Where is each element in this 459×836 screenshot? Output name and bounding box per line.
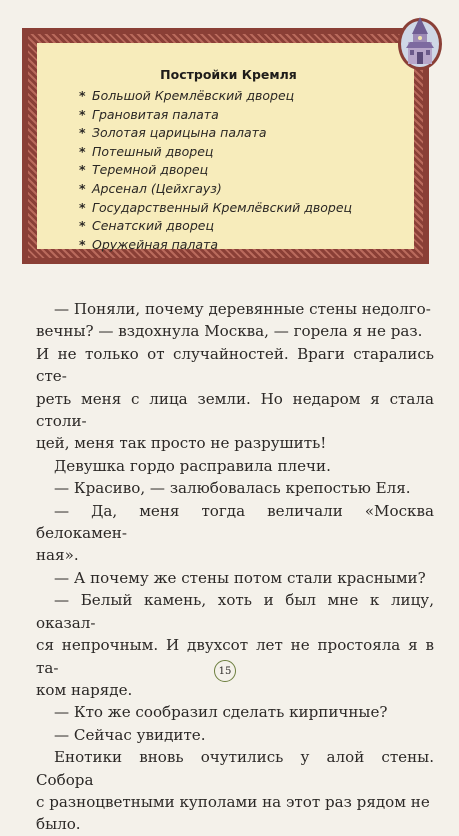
list-item: [79, 106, 412, 125]
text-line: — Сейчас увидите.: [54, 725, 206, 744]
list-item: [79, 217, 412, 236]
text-line: Енотики вновь очутились у алой стены. Собора: [36, 748, 434, 789]
list-item-text: Оружейная палата: [92, 236, 218, 252]
list-item-text: Потешный дворец: [92, 143, 214, 159]
text-line: — Белый камень, хоть и был мне к лицу, оказал-: [36, 591, 434, 632]
list-item-text: Арсенал (Цейхгауз): [92, 180, 222, 196]
text-line: — Поняли, почему деревянные стены недолго-: [54, 300, 431, 318]
list-item: [79, 236, 412, 255]
list-item: [79, 124, 412, 143]
info-box-content: [37, 43, 414, 252]
page-number: 15: [214, 660, 236, 682]
list-item-text: Сенатский дворец: [92, 218, 214, 234]
list-item-text: Теремной дворец: [92, 162, 209, 178]
bullet-star: *: [79, 199, 86, 215]
list-item-text: Золотая царицына палата: [92, 125, 267, 141]
info-box-title: Постройки Кремля: [160, 67, 297, 82]
bullet-star: *: [79, 218, 86, 234]
list-item: [79, 161, 412, 180]
text-line: реть меня с лица земли. Но недаром я стала столи-: [36, 389, 434, 431]
text-line: вечны? — вздохнула Москва, — горела я не раз.: [36, 322, 423, 341]
list-item-text: Государственный Кремлёвский дворец: [92, 199, 353, 215]
list-item-text: Грановитая палата: [92, 106, 219, 122]
kremlin-tower-icon: [396, 12, 444, 72]
story-text: [36, 298, 434, 836]
text-line: — А почему же стены потом стали красными?: [54, 568, 426, 587]
text-line: ся непрочным. И двухсот лет не простояла я в та-: [36, 636, 434, 677]
list-item: [79, 143, 412, 162]
bullet-star: *: [79, 88, 86, 103]
text-line: ком наряде.: [36, 680, 133, 699]
text-line: было.: [36, 815, 81, 834]
kremlin-buildings-list: [79, 87, 412, 254]
text-line: Девушка гордо расправила плечи.: [54, 456, 331, 475]
list-item: [79, 87, 412, 106]
text-line: И не только от случайностей. Враги старались сте-: [36, 344, 434, 386]
text-line: — Кто же сообразил сделать кирпичные?: [54, 703, 388, 722]
list-item-text: Большой Кремлёвский дворец: [92, 88, 295, 103]
text-line: — Да, меня тогда величали «Москва белокамен-: [36, 501, 434, 543]
bullet-star: *: [79, 143, 86, 159]
info-box-border: [28, 34, 423, 258]
bullet-star: *: [79, 236, 86, 252]
list-item: [79, 180, 412, 199]
bullet-star: *: [79, 106, 86, 122]
bullet-star: *: [79, 125, 86, 141]
text-line: цей, меня так просто не разрушить!: [36, 434, 327, 453]
list-item: [79, 199, 412, 218]
bullet-star: *: [79, 180, 86, 196]
bullet-star: *: [79, 162, 86, 178]
text-line: — Красиво, — залюбовалась крепостью Еля.: [54, 479, 411, 498]
text-line: с разноцветными куполами на этот раз рядом не: [36, 792, 430, 811]
text-line: ная».: [36, 546, 79, 565]
info-box: [22, 28, 429, 264]
